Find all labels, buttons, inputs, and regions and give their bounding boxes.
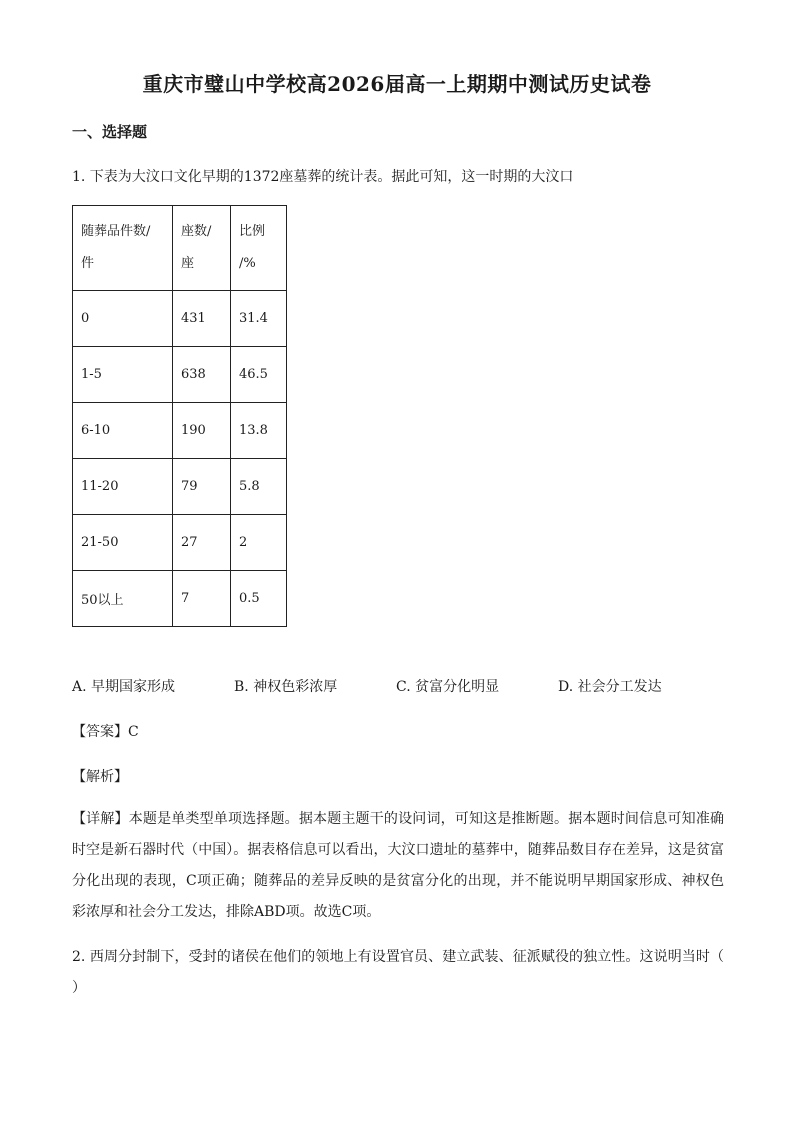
detail-explanation: 【详解】本题是单类型单项选择题。据本题主题干的设问词，可知这是推断题。据本题时间信息可知准确时空是新石器时代（中国）。据表格信息可以看出，大汶口遗址的墓葬中，随葬品数目存在差异，这是贫富分化出现的表现，C项正确；随葬品的差异反映的是贫富分化的出现，并不能说明早期国家形成、神权色彩浓厚和社会分工发达，排除ABD项。故选C项。 — [72, 811, 724, 920]
table-row — [73, 291, 287, 347]
table-cell: 431 — [173, 291, 231, 347]
option-d[interactable]: D. 社会分工发达 — [558, 679, 662, 695]
table-cell: 0.5 — [231, 571, 287, 627]
table-header-row — [73, 206, 287, 291]
table-cell: 0 — [73, 291, 173, 347]
table-cell: 79 — [173, 459, 231, 515]
table-header-cell: 座数/ 座 — [173, 206, 231, 291]
option-c[interactable]: C. 贫富分化明显 — [396, 679, 500, 695]
option-a[interactable]: A. 早期国家形成 — [72, 679, 176, 695]
section-heading: 一、选择题 — [72, 123, 148, 141]
question-1-stem: 1. 下表为大汶口文化早期的1372座墓葬的统计表。据此可知，这一时期的大汶口 — [72, 169, 574, 185]
answer-line: 【答案】C — [72, 724, 139, 740]
analysis-label: 【解析】 — [72, 769, 128, 785]
table-cell: 13.8 — [231, 403, 287, 459]
table-cell: 11-20 — [73, 459, 173, 515]
table-cell: 27 — [173, 515, 231, 571]
table-cell: 31.4 — [231, 291, 287, 347]
table-cell: 2 — [231, 515, 287, 571]
table-cell: 638 — [173, 347, 231, 403]
table-cell: 1-5 — [73, 347, 173, 403]
exam-title: 重庆市璧山中学校高2026届高一上期期中测试历史试卷 — [142, 72, 652, 96]
table-cell: 50以上 — [73, 571, 173, 627]
table-row — [73, 515, 287, 571]
burial-stats-table — [72, 205, 287, 627]
table-cell: 21-50 — [73, 515, 173, 571]
table-header-cell: 随葬品件数/ 件 — [73, 206, 173, 291]
question-2-stem: 2. 西周分封制下，受封的诸侯在他们的领地上有设置官员、建立武装、征派赋役的独立性。这说明当时（ ） — [72, 949, 724, 996]
table-cell: 190 — [173, 403, 231, 459]
table-cell: 6-10 — [73, 403, 173, 459]
table-header-cell: 比例 /% — [231, 206, 287, 291]
table-row — [73, 459, 287, 515]
table-row — [73, 347, 287, 403]
option-b[interactable]: B. 神权色彩浓厚 — [234, 679, 338, 695]
table-cell: 5.8 — [231, 459, 287, 515]
table-cell: 46.5 — [231, 347, 287, 403]
table-row — [73, 403, 287, 459]
table-cell: 7 — [173, 571, 231, 627]
table-row — [73, 571, 287, 627]
